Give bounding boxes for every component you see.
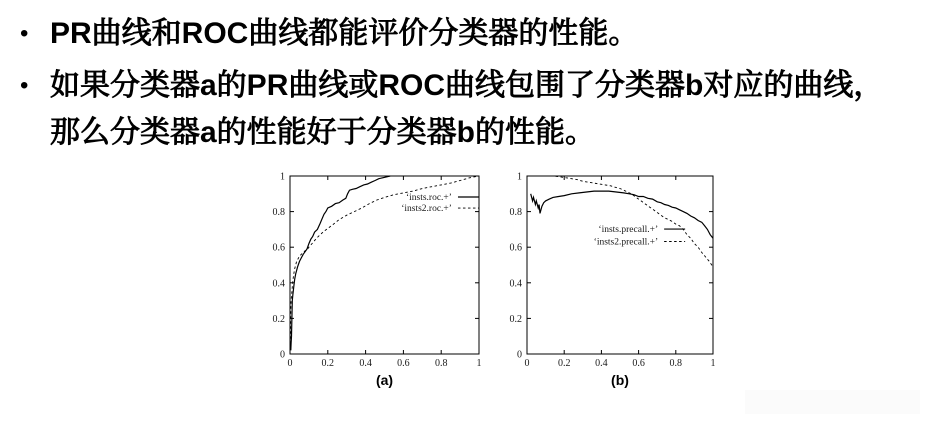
chart-canvas (494, 164, 724, 399)
bullet-item-2 (20, 62, 922, 156)
y-tick-label: 0.4 (272, 278, 285, 290)
y-tick-label: 0.8 (272, 207, 285, 219)
y-tick-label: 1 (280, 171, 285, 183)
x-tick-label: 0.2 (557, 358, 571, 369)
legend-label: ‘insts2.roc.+’ (401, 204, 452, 215)
y-tick-label: 0.2 (272, 313, 285, 325)
x-tick-label: 0.8 (434, 358, 448, 369)
y-tick-label: 0.4 (509, 278, 522, 290)
legend-label: ‘insts.roc.+’ (405, 193, 452, 204)
x-tick-label: 0.4 (595, 358, 608, 369)
watermark-remnant (745, 390, 920, 414)
precision-recall-chart (494, 164, 724, 399)
x-tick-label: 0.6 (632, 358, 645, 369)
bullet-text-2 (50, 62, 883, 156)
chart-caption: (b) (611, 372, 629, 388)
y-tick-label: 0 (280, 349, 285, 361)
y-tick-label: 0.6 (272, 242, 285, 254)
legend-label: ‘insts2.precall.+’ (593, 237, 659, 248)
bullet-icon: • (20, 20, 29, 47)
x-tick-label: 0.6 (397, 358, 410, 369)
y-tick-label: 0 (517, 349, 522, 361)
y-tick-label: 0.2 (509, 313, 522, 325)
bullet-item-1 (20, 10, 922, 57)
series-curve (291, 176, 390, 350)
bullet-2-line-2: 那么分类器a的性能好于分类器b的性能。 (50, 116, 596, 149)
bullet-1-line-1: PR曲线和ROC曲线都能评价分类器的性能。 (50, 17, 639, 50)
bullet-icon: • (20, 72, 29, 99)
y-tick-label: 1 (517, 171, 522, 183)
x-tick-label: 0 (287, 358, 293, 369)
chart-canvas (228, 164, 498, 399)
x-tick-label: 1 (710, 358, 716, 369)
x-tick-label: 0.4 (359, 358, 372, 369)
legend-label: ‘insts.precall.+’ (598, 225, 659, 236)
bullet-2-line-1: 如果分类器a的PR曲线或ROC曲线包围了分类器b对应的曲线， (50, 69, 884, 102)
series-curve (546, 176, 713, 267)
roc-curve-chart (228, 164, 498, 399)
bullet-list (20, 10, 922, 161)
x-tick-label: 1 (476, 358, 482, 369)
y-tick-label: 0.6 (509, 242, 522, 254)
x-tick-label: 0.8 (669, 358, 683, 369)
bullet-text-1 (50, 10, 638, 57)
plot-frame (527, 176, 713, 354)
y-tick-label: 0.8 (509, 207, 522, 219)
x-tick-label: 0.2 (321, 358, 335, 369)
chart-caption: (a) (375, 372, 394, 388)
x-tick-label: 0 (524, 358, 530, 369)
